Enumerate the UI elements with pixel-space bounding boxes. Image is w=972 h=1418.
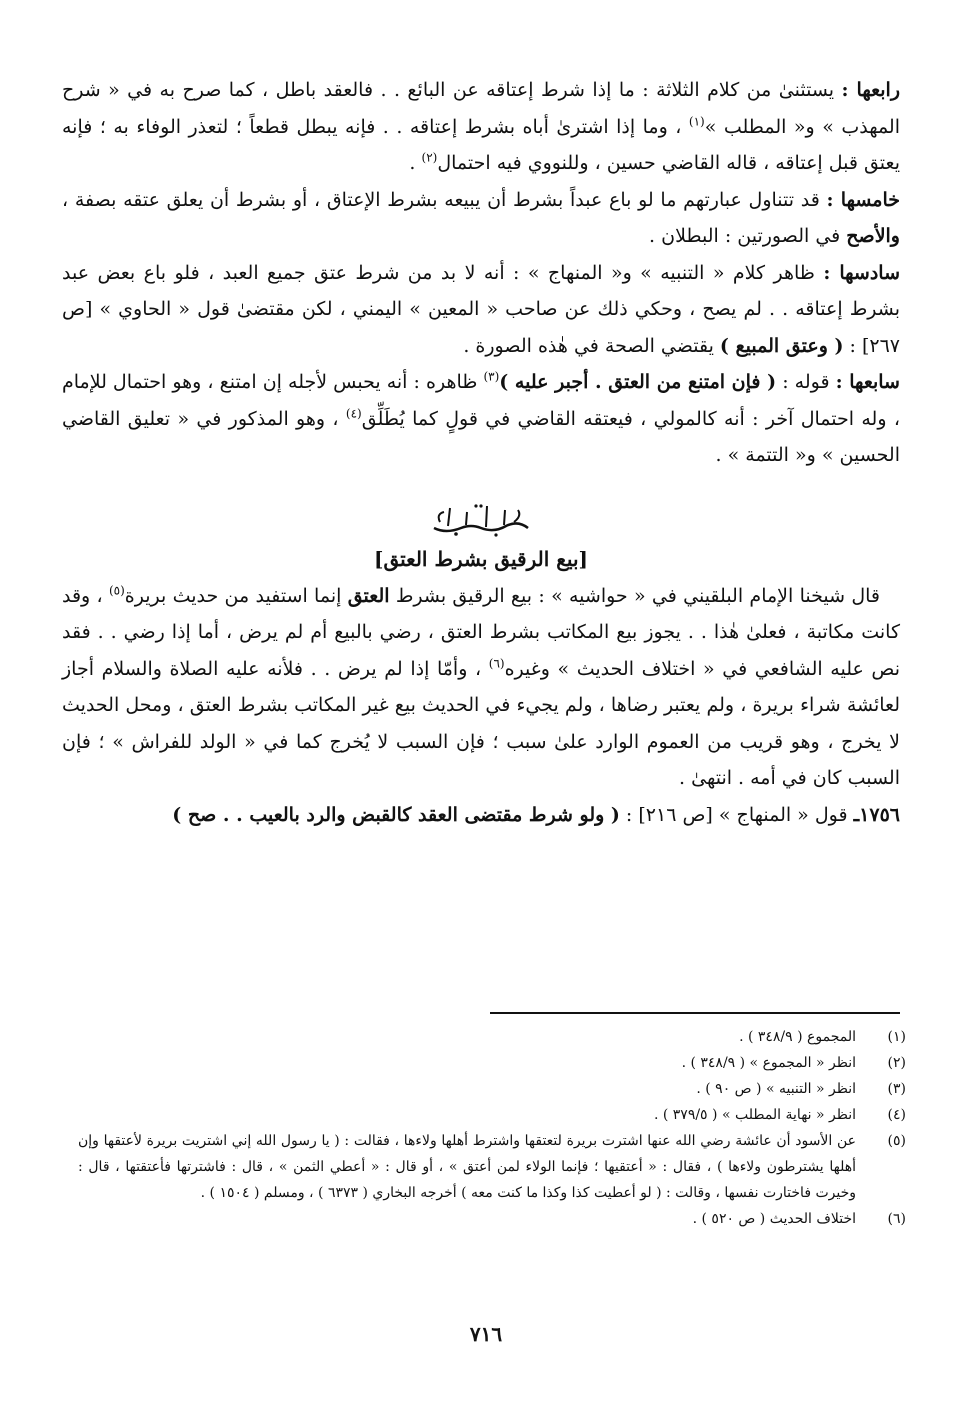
footnote-number: (٢): [887, 1055, 906, 1071]
footnote-ref[interactable]: (٣): [483, 369, 500, 384]
paragraph-quote: ( فإن امتنع من العتق . أجبر عليه ): [499, 371, 777, 393]
footnote-ref[interactable]: (٥): [108, 583, 125, 598]
paragraph-text: ، وما إذا اشترىٰ أباه بشرط إعتاقه . . فإنه يبطل قطعاً ؛ لتعذر الوفاء به ؛ فإنه يعتق قبل إعتاقه ، قاله القاضي حسين ، وللنووي فيه احتمال: [62, 115, 900, 174]
paragraph-text: إنما استفيد من حديث بريرة: [124, 584, 348, 607]
paragraph-emphasis: والأصح: [846, 225, 900, 247]
paragraph-label: سادسها :: [823, 261, 901, 284]
paragraph-text: قال شيخنا الإمام البلقيني في « حواشيه » : بيع الرقيق بشرط: [389, 584, 880, 607]
footnote-text: اختلاف الحديث ( ص ٥٢٠ ) .: [692, 1211, 856, 1227]
footnote-ref[interactable]: (٤): [345, 406, 362, 421]
footnote-number: (١): [887, 1029, 906, 1045]
paragraph-label: خامسها :: [826, 188, 900, 211]
paragraph-rabiuha: [62, 72, 900, 182]
item-number: ١٧٥٦ـ: [853, 803, 900, 826]
paragraph-emphasis: العتق: [347, 584, 390, 607]
paragraph-text: ، وقد كانت مكاتبة ، فعلىٰ هٰذا . . يجوز بيع المكاتب بشرط العتق ، رضي بالبيع أم لم يرض ، أما إذا رضي . . فقد نص عليه الشافعي في « اختلاف الحديث » وغيره: [62, 584, 900, 680]
paragraph-text: .: [409, 152, 422, 174]
footnote-text: انظر « نهاية المطلب » ( ٣٧٩/٥ ) .: [653, 1107, 856, 1123]
main-text: [62, 72, 900, 833]
paragraph-text: قول « المنهاج » [ص ٢١٦] :: [619, 803, 854, 826]
paragraph-text: ، وهو المذكور في « تعليق القاضي الحسين » و« التتمة » .: [62, 407, 900, 466]
numbered-item: [62, 797, 900, 834]
page-number: ٧١٦: [469, 1322, 503, 1346]
footnotes: [78, 1024, 906, 1232]
paragraph-text: في الصورتين : البطلان .: [649, 225, 847, 247]
footnote-number: (٦): [887, 1211, 906, 1227]
ornament-calligraphy-icon: [426, 498, 536, 538]
footnote-text: عن الأسود أن عائشة رضي الله عنها اشترت بريرة لتعتقها واشترط أهلها ولاءها ، فقالت : ( يا رسول الله إني اشتريت بريرة لأعتقها وإن أهلها يشترطون ولاءها ) ، فقال : « أعتقيها ؛ فإنما الولاء لمن أعتق » ، أو قال : « أعطي الثمن » ، قال : فاشترتها فأعتقتها ، قال : وخيرت فاختارت نفسها ، وقالت : ( لو أعطيت كذا وكذا ما كنت معه ) أخرجه البخاري ( ٦٣٧٣ ) ، ومسلم ( ١٥٠٤ ) .: [78, 1133, 856, 1201]
footnote: [78, 1050, 906, 1076]
footnote-text: انظر « المجموع » ( ٣٤٨/٩ ) .: [681, 1055, 856, 1071]
section-title: [بيع الرقيق بشرط العتق]: [374, 546, 588, 571]
paragraph-sadisuha: [62, 255, 900, 365]
paragraph-khamisuha: [62, 182, 900, 255]
footnote-ref[interactable]: (٦): [488, 656, 505, 671]
paragraph-text: ظاهره : أنه يحبس لأجله إن امتنع ، وهو احتمال للإمام ، وله احتمال آخر : أنه كالمولي ، فيعتقه القاضي في قولٍ كما يُطَلِّق: [62, 371, 900, 430]
footnote-number: (٤): [887, 1107, 906, 1123]
footnote: [78, 1206, 906, 1232]
paragraph-bulqini: [62, 578, 900, 797]
paragraph-text: يقتضي الصحة في هٰذه الصورة .: [463, 334, 720, 357]
footnote-ref[interactable]: (١): [688, 114, 705, 129]
paragraph-label: سابعها :: [835, 371, 900, 393]
footnote: [78, 1102, 906, 1128]
paragraph-text: يستثنىٰ من كلام الثلاثة : ما إذا شرط إعتاقه عن البائع . . فالعقد باطل ، كما صرح به في « شرح المهذب » و« المطلب »: [62, 79, 901, 138]
footnote-text: انظر « التنبيه » ( ص ٩٠ ) .: [696, 1081, 856, 1097]
paragraph-label: رابعها :: [841, 79, 900, 101]
paragraph-quote: ( وعتق المبيع ): [719, 334, 844, 357]
paragraph-text: قد تتناول عبارتهم ما لو باع عبداً بشرط أن يبيعه بشرط الإعتاق ، أو بشرط أن يعلق عتقه بصفة ،: [62, 188, 827, 211]
footnote: [78, 1024, 906, 1050]
footnote: [78, 1128, 906, 1206]
footnote-text: المجموع ( ٣٤٨/٩ ) .: [739, 1029, 856, 1045]
paragraph-text: قوله :: [776, 371, 836, 393]
footnote-number: (٥): [887, 1133, 906, 1149]
paragraph-text: ظاهر كلام « التنبيه » و« المنهاج » : أنه لا بد من شرط عتق جميع العبد ، فلو باع بعض عبد بشرط إعتاقه . . لم يصح ، وحكي ذلك عن صاحب « المعين » اليمني ، لكن مقتضىٰ قول « الحاوي » [ص ٢٦٧] :: [62, 261, 900, 357]
footnote: [78, 1076, 906, 1102]
footnote-separator: [490, 1012, 900, 1014]
footnote-ref[interactable]: (٢): [421, 150, 438, 165]
faida-ornament: [62, 498, 900, 538]
paragraph-quote: ( ولو شرط مقتضى العقد كالقبض والرد بالعيب . . صح ): [172, 803, 620, 826]
paragraph-text: ، وأمّا إذا لم يرض . . فلأنه عليه الصلاة والسلام أجاز لعائشة شراء بريرة ، ولم يعتبر رضاها ، ولم يجيء في الحديث بيع غير المكاتب بشرط العتق ، ومحل الحديث لا يخرج ، وهو قريب من العموم الوارد علىٰ سبب ؛ فإن السبب لا يُخرج كما في « الولد للفراش » ؛ فإن السبب كان في أمه . انتهىٰ .: [62, 657, 900, 789]
footnote-number: (٣): [887, 1081, 906, 1097]
paragraph-sabiuha: [62, 364, 900, 474]
